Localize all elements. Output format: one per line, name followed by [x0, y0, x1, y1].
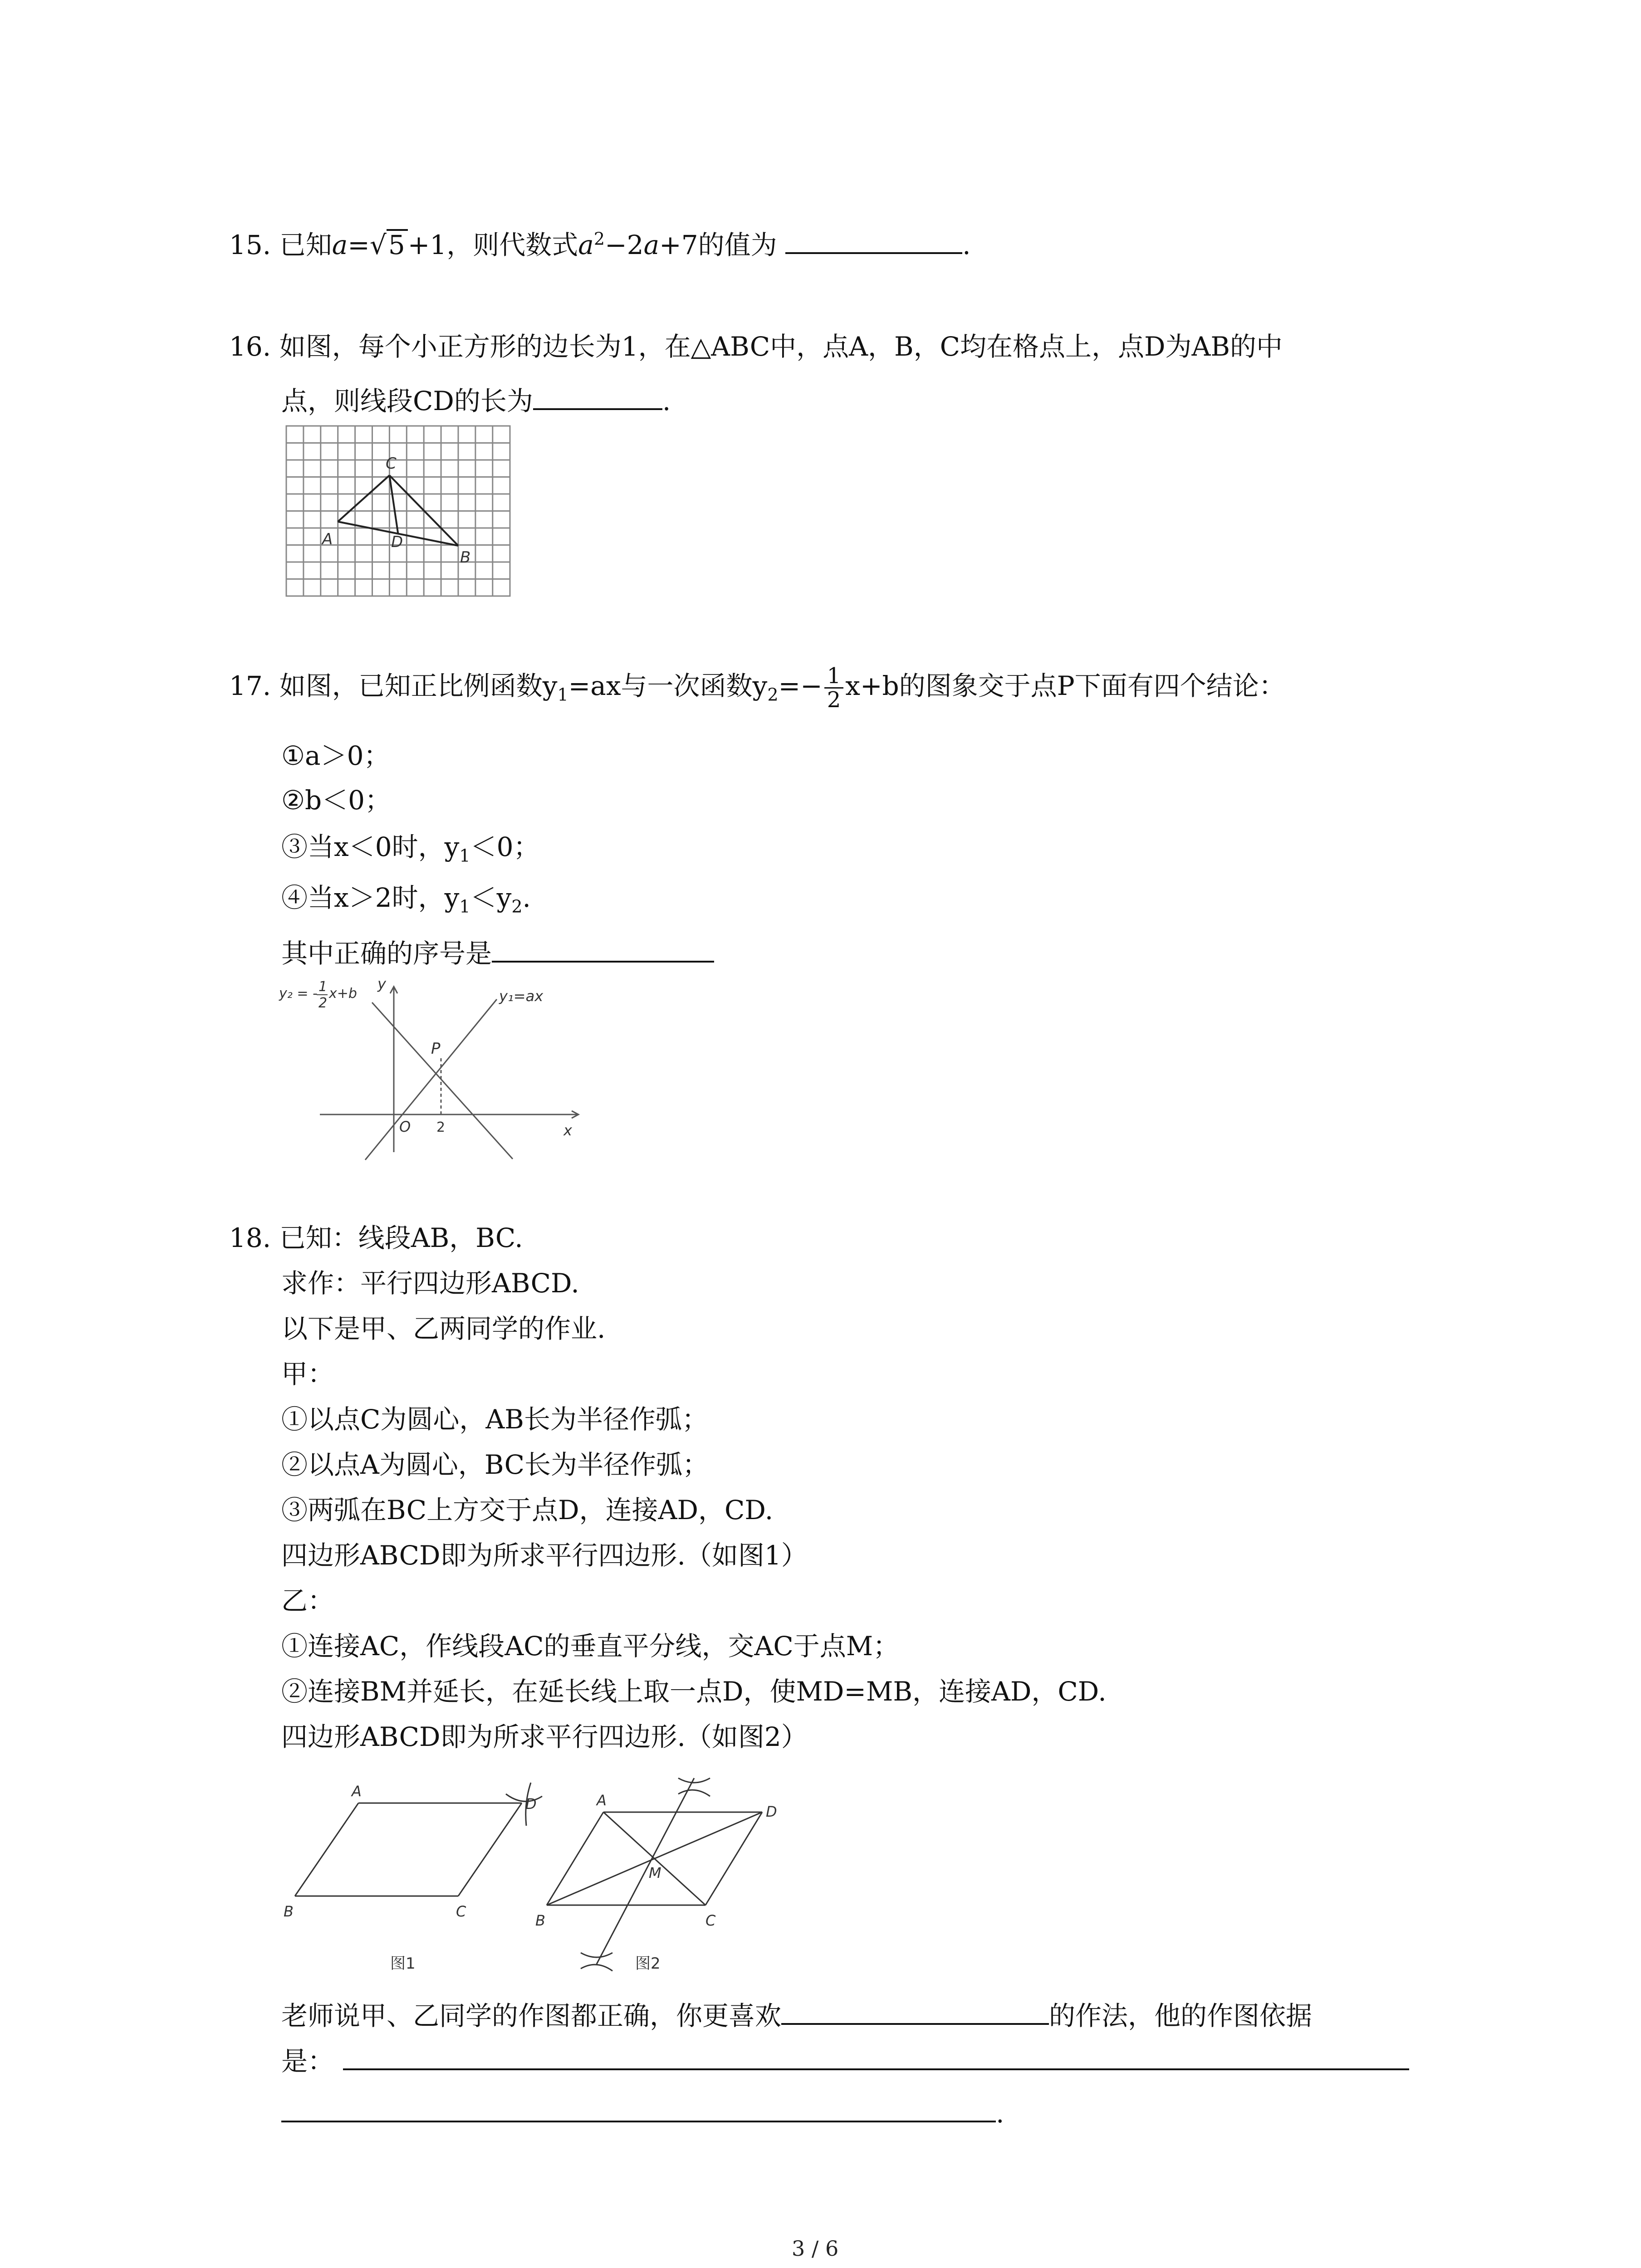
- q18-figures: [277, 1769, 821, 1982]
- q17-fraction: [824, 665, 844, 712]
- q16-line-1: [229, 333, 1283, 360]
- q17-p-label: P: [431, 1040, 441, 1058]
- q17-frac-num: 1: [824, 665, 844, 689]
- q17-stem-d: x+b的图象交于点P下面有四个结论：: [845, 670, 1285, 701]
- q17-c4-a: ④当x＞2时，y: [281, 882, 460, 913]
- q15-sup: 2: [593, 229, 605, 249]
- q18-l1: [229, 1222, 523, 1253]
- q17-c4-c: .: [522, 882, 531, 913]
- q18-l13-b: 的作法，他的作图依据: [1049, 2000, 1313, 2031]
- q16-label-c: C: [386, 455, 397, 473]
- q16-text-2: 点，则线段CD的长为: [281, 386, 533, 416]
- q17-origin-label: O: [399, 1118, 411, 1135]
- q18-l6: ②以点A为圆心，BC长为半径作弧；: [281, 1449, 709, 1480]
- q18-l13-a: 老师说甲、乙同学的作图都正确，你更喜欢: [281, 2000, 782, 2031]
- q15-line: [229, 229, 971, 258]
- q15-text-2: +1，则代数式: [407, 230, 578, 260]
- q17-c3-b: ＜0；: [470, 831, 540, 862]
- q18-fig2-label-b: B: [535, 1912, 545, 1929]
- q18-fig2-arc-bot-1: [581, 1953, 612, 1957]
- q17-c3-a: ③当x＜0时，y: [281, 831, 460, 862]
- q15-answer-blank[interactable]: [785, 230, 962, 254]
- q18-l1-text: 已知：线段AB，BC.: [279, 1222, 523, 1253]
- q18-l4: 甲：: [281, 1359, 334, 1389]
- q16-label-a: A: [322, 530, 333, 548]
- q18-fig2-arc-top-2: [678, 1790, 710, 1796]
- q16-grid: [286, 426, 510, 596]
- q16-label-d: D: [391, 533, 403, 551]
- q17-stem-a: 如图，已知正比例函数y: [279, 670, 558, 701]
- q15-number: 15.: [229, 230, 271, 260]
- q17-answer-blank[interactable]: [492, 938, 714, 963]
- q17-c4-sub1: 1: [459, 896, 470, 917]
- q16-line-2: [281, 386, 671, 414]
- q17-frac-den: 2: [827, 687, 841, 713]
- q17-c4: [281, 882, 531, 917]
- q15-text-4: +7的值为: [659, 230, 777, 260]
- q18-l15: [281, 2098, 1004, 2129]
- q17-x-label: x: [563, 1122, 572, 1139]
- q17-stem-c: =−: [778, 670, 823, 701]
- q15-var-a: a: [332, 230, 348, 260]
- q17-y2-frac-den: 2: [318, 995, 328, 1011]
- q17-c4-b: ＜y: [470, 882, 512, 913]
- q15-text-3: −2: [605, 230, 644, 260]
- q18-fig1-arc-2: [506, 1794, 542, 1801]
- page-number: 3 / 6: [792, 2236, 839, 2261]
- q17-line-y1: [365, 999, 497, 1160]
- q18-l12: 四边形ABCD即为所求平行四边形.（如图2）: [281, 1721, 808, 1752]
- q18-fig2-caption: 图2: [635, 1955, 661, 1973]
- q18-l14-text: 是：: [281, 2046, 334, 2077]
- q17-ask-text: 其中正确的序号是: [281, 938, 492, 969]
- q16-grid-figure: [286, 425, 513, 600]
- q18-fig2-perp-bisector: [597, 1778, 694, 1964]
- q18-l13: [281, 2000, 1312, 2029]
- q18-fig1-parallelogram: [295, 1783, 542, 1896]
- q18-basis-blank-2[interactable]: [281, 2098, 996, 2122]
- q18-fig1-label-b: B: [284, 1903, 294, 1920]
- q18-l10: ①连接AC，作线段AC的垂直平分线，交AC于点M；: [281, 1631, 900, 1662]
- q15-text-1: 已知: [279, 230, 332, 260]
- q15-eq: =: [348, 230, 370, 260]
- q16-answer-blank[interactable]: [533, 386, 662, 410]
- q18-l7: ③两弧在BC上方交于点D，连接AD，CD.: [281, 1495, 774, 1525]
- q17-ask: [281, 938, 714, 967]
- q17-c3-sub: 1: [459, 846, 470, 866]
- q18-basis-blank-1[interactable]: [343, 2046, 1409, 2070]
- q17-sub1: 1: [557, 684, 568, 705]
- q18-l3: 以下是甲、乙两同学的作业.: [281, 1313, 606, 1344]
- q18-number: 18.: [229, 1222, 271, 1253]
- q16-number: 16.: [229, 331, 271, 362]
- q18-fig1-caption: 图1: [390, 1955, 416, 1973]
- q18-fig2-label-a: A: [597, 1792, 607, 1809]
- q17-y2-label-b: x+b: [329, 986, 357, 1002]
- q18-l2: 求作：平行四边形ABCD.: [281, 1268, 579, 1299]
- q17-c3: [281, 831, 540, 866]
- q18-fig1-label-c: C: [456, 1903, 466, 1920]
- q18-fig2-label-d: D: [766, 1803, 777, 1820]
- q18-fig2-arc-bot-2: [581, 1965, 612, 1971]
- q15-end: .: [962, 230, 971, 260]
- q18-fig2-label-c: C: [705, 1912, 716, 1929]
- q17-y1-label: y₁=ax: [499, 987, 544, 1005]
- q18-l8: 四边形ABCD即为所求平行四边形.（如图1）: [281, 1540, 808, 1571]
- q18-fig1-label-d: D: [525, 1795, 537, 1813]
- q17-c1: ①a＞0；: [281, 740, 390, 771]
- q18-l5: ①以点C为圆心，AB长为半径作弧；: [281, 1404, 708, 1435]
- q17-y2-label-a: y₂ = -: [279, 986, 318, 1002]
- q18-fig1-label-a: A: [352, 1783, 362, 1800]
- q18-preference-blank[interactable]: [781, 2000, 1049, 2025]
- q15-radicand: 5: [387, 229, 408, 258]
- q15-exp-a: a: [578, 230, 594, 260]
- q18-fig2-label-m: M: [649, 1864, 661, 1882]
- q18-end: .: [996, 2098, 1004, 2129]
- q18-l11: ②连接BM并延长，在延长线上取一点D，使MD=MB，连接AD，CD.: [281, 1676, 1107, 1707]
- q17-tick-2: 2: [436, 1119, 446, 1135]
- q16-label-b: B: [460, 548, 471, 567]
- q16-end: .: [662, 386, 671, 416]
- q17-graph: [277, 975, 585, 1163]
- q18-fig2-diagonal-bd: [547, 1812, 762, 1905]
- q17-number: 17.: [229, 670, 271, 701]
- q18-l9: 乙：: [281, 1585, 334, 1616]
- q17-c4-sub2: 2: [511, 896, 523, 917]
- q16-text-1: 如图，每个小正方形的边长为1，在△ABC中，点A，B，C均在格点上，点D为AB的中: [279, 331, 1283, 362]
- q17-stem: [229, 665, 1285, 712]
- q17-y-label: y: [377, 975, 386, 992]
- q17-c2: ②b＜0；: [281, 785, 392, 816]
- q18-l14: [281, 2046, 1409, 2077]
- q17-sub2: 2: [767, 684, 779, 705]
- q17-stem-b: =ax与一次函数y: [568, 670, 768, 701]
- q15-sqrt-sign: √: [369, 230, 387, 260]
- q17-y2-frac-num: 1: [318, 979, 328, 995]
- q15-exp-a2: a: [643, 230, 660, 260]
